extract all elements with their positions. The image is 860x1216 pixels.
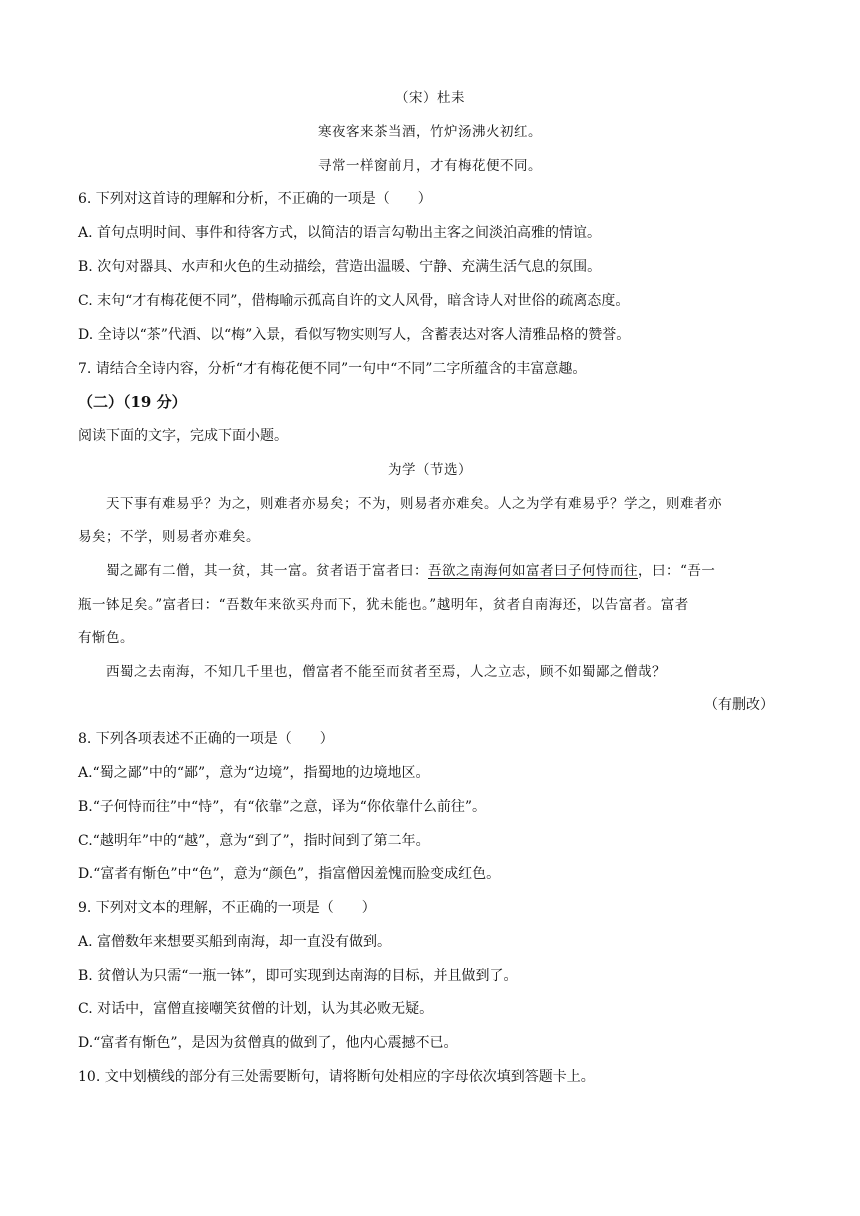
underlined-sentence: 吾欲之南海何如富者曰子何恃而往 <box>428 563 638 579</box>
passage-paragraph-1-line-2: 易矣；不学，则易者亦难矣。 <box>78 529 260 545</box>
section-2-instruction: 阅读下面的文字，完成下面小题。 <box>78 428 288 444</box>
passage-text: ，曰：“吾一 <box>638 563 716 579</box>
question-6-option-b: B. 次句对器具、水声和火色的生动描绘，营造出温暖、宁静、充满生活气息的氛围。 <box>78 259 602 275</box>
question-8-option-d: D.“富者有惭色”中“色”，意为“颜色”，指富僧因羞愧而脸变成红色。 <box>78 866 501 882</box>
question-6-option-d: D. 全诗以“茶”代酒、以“梅”入景，看似写物实则写人，含蓄表达对客人清雅品格的赞誉。 <box>78 327 631 343</box>
question-6-option-c: C. 末句“才有梅花便不同”，借梅喻示孤高自许的文人风骨，暗含诗人对世俗的疏离态度。 <box>78 293 630 309</box>
question-6-option-a: A. 首句点明时间、事件和待客方式，以简洁的语言勾勒出主客之间淡泊高雅的情谊。 <box>78 225 602 241</box>
passage-paragraph-2-line-3: 有惭色。 <box>78 630 134 646</box>
poem-line-2: 寻常一样窗前月，才有梅花便不同。 <box>318 158 542 174</box>
question-10-stem: 10. 文中划横线的部分有三处需要断句，请将断句处相应的字母依次填到答题卡上。 <box>78 1069 595 1085</box>
question-6-stem: 6. 下列对这首诗的理解和分析，不正确的一项是（ ） <box>78 191 432 207</box>
poem-author: （宋）杜耒 <box>395 90 465 106</box>
question-8-option-b: B.“子何恃而往”中“恃”，有“依靠”之意，译为“你依靠什么前往”。 <box>78 799 486 815</box>
question-9-option-c: C. 对话中，富僧直接嘲笑贫僧的计划，认为其必败无疑。 <box>78 1001 434 1017</box>
question-8-stem: 8. 下列各项表述不正确的一项是（ ） <box>78 731 334 747</box>
question-8-option-c: C.“越明年”中的“越”，意为“到了”，指时间到了第二年。 <box>78 833 430 849</box>
section-2-heading: （二）（19 分） <box>78 393 187 411</box>
question-9-option-b: B. 贫僧认为只需“一瓶一钵”，即可实现到达南海的目标，并且做到了。 <box>78 968 518 984</box>
question-9-option-a: A. 富僧数年来想要买船到南海，却一直没有做到。 <box>78 934 392 950</box>
passage-note: （有删改） <box>704 697 774 713</box>
passage-paragraph-3-line-1: 西蜀之去南海，不知几千里也，僧富者不能至而贫者至焉，人之立志，顾不如蜀鄙之僧哉？ <box>106 664 666 680</box>
passage-title: 为学（节选） <box>388 462 472 478</box>
passage-text: 蜀之鄙有二僧，其一贫，其一富。贫者语于富者曰： <box>106 563 428 579</box>
poem-line-1: 寒夜客来茶当酒，竹炉汤沸火初红。 <box>318 124 542 140</box>
question-9-stem: 9. 下列对文本的理解，不正确的一项是（ ） <box>78 900 376 916</box>
question-9-option-d: D.“富者有惭色”，是因为贫僧真的做到了，他内心震撼不已。 <box>78 1035 458 1051</box>
question-7-stem: 7. 请结合全诗内容，分析“才有梅花便不同”一句中“不同”二字所蕴含的丰富意趣。 <box>78 361 587 377</box>
passage-paragraph-2-line-2: 瓶一钵足矣。”富者曰：“吾数年来欲买舟而下，犹未能也。”越明年，贫者自南海还，以告富者。富者 <box>78 597 689 613</box>
passage-paragraph-1-line-1: 天下事有难易乎？为之，则难者亦易矣；不为，则易者亦难矣。人之为学有难易乎？学之，则难者亦 <box>106 496 722 512</box>
passage-paragraph-2-line-1 <box>106 561 715 581</box>
question-8-option-a: A.“蜀之鄙”中的“鄙”，意为“边境”，指蜀地的边境地区。 <box>78 765 430 781</box>
